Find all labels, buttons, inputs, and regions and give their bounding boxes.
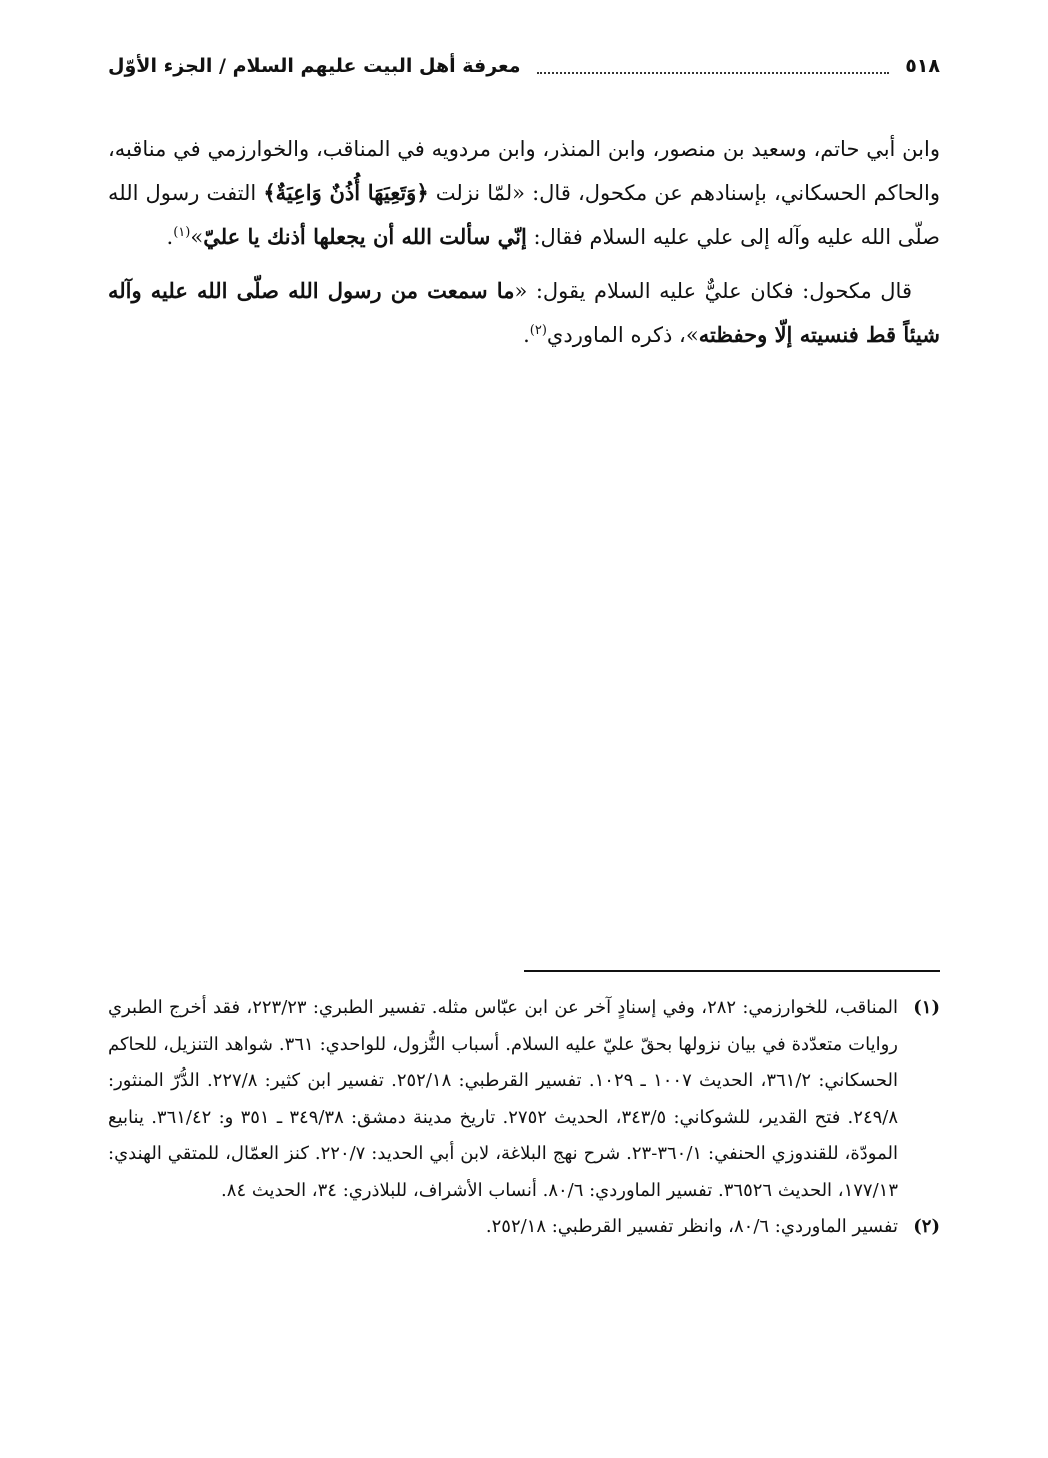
text-span: وابن أبي حاتم، وسعيد بن منصور، وابن المنذر، وابن مردويه في المناقب، والخوارزمي في مناقبه، والحاكم الحسكاني، بإسنادهم عن مكحول، قال: «لمّا نزلت (108, 137, 940, 205)
footnote-number: (١) (913, 997, 940, 1018)
hadith-quote: إنّي سألت الله أن يجعلها أذنك يا عليّ (203, 224, 527, 249)
quran-verse: ﴿وَتَعِيَهَا أُذُنٌ وَاعِيَةٌ﴾ (263, 180, 429, 205)
main-text (108, 128, 940, 357)
footnote-text: تفسير الماوردي: ٨٠/٦، وانظر تفسير القرطبي: ٢٥٢/١٨. (485, 1216, 898, 1237)
footnote-number: (٢) (913, 1216, 940, 1237)
footnote-1 (108, 990, 940, 1209)
running-title: معرفة أهل البيت عليهم السلام / الجزء الأوّل (108, 55, 521, 77)
footnote-2 (108, 1209, 940, 1246)
footnotes (108, 990, 940, 1246)
footnote-text: المناقب، للخوارزمي: ٢٨٢، وفي إسنادٍ آخر عن ابن عبّاس مثله. تفسير الطبري: ٢٢٣/٢٣، فقد أخرج الطبري روايات متعدّدة في بيان نزولها بحقّ عليّ عليه السلام. أسباب النُّزول، للواحدي: ٣٦١. شواهد التنزيل، للحاكم الحسكاني: ٣٦١/٢، الحديث ١٠٠٧ ـ ١٠٢٩. تفسير القرطبي: ٢٥٢/١٨. تفسير ابن كثير: ٢٢٧/٨. الدُّرّ المنثور: ٢٤٩/٨. فتح القدير، للشوكاني: ٣٤٣/٥، الحديث ٢٧٥٢. تاريخ مدينة دمشق: ٣٤٩/٣٨ ـ ٣٥١ و: ٣٦١/٤٢. ينابيع المودّة، للقندوزي الحنفي: ٣٦٠/١-٢٣. شرح نهج البلاغة، لابن أبي الحديد: ٢٢٠/٧. كنز العمّال، للمتقي الهندي: ١٧٧/١٣، الحديث ٣٦٥٢٦. تفسير الماوردي: ٨٠/٦. أنساب الأشراف، للبلاذري: ٣٤، الحديث ٨٤. (108, 997, 899, 1201)
paragraph-1 (108, 128, 940, 259)
footnote-ref-2[interactable]: (٢) (529, 323, 547, 338)
page-number: ٥١٨ (905, 55, 940, 77)
page-header (108, 48, 940, 84)
text-span: . (523, 323, 530, 347)
text-span: . (166, 225, 174, 249)
footnote-ref-1[interactable]: (١) (173, 225, 191, 240)
text-span: »، ذكره الماوردي (546, 323, 699, 347)
hadith-quote: ما سمعت من رسول الله صلّى الله عليه وآله شيئاً قط فنسيته إلّا وحفظته (108, 278, 940, 347)
paragraph-2 (108, 269, 940, 357)
text-span: » (190, 225, 204, 249)
header-leader-dots (537, 70, 890, 74)
text-span: التفت رسول الله صلّى الله عليه وآله إلى علي عليه السلام فقال: (108, 181, 940, 249)
footnote-separator (524, 970, 940, 972)
text-span: قال مكحول: فكان عليٌّ عليه السلام يقول: « (514, 279, 912, 303)
